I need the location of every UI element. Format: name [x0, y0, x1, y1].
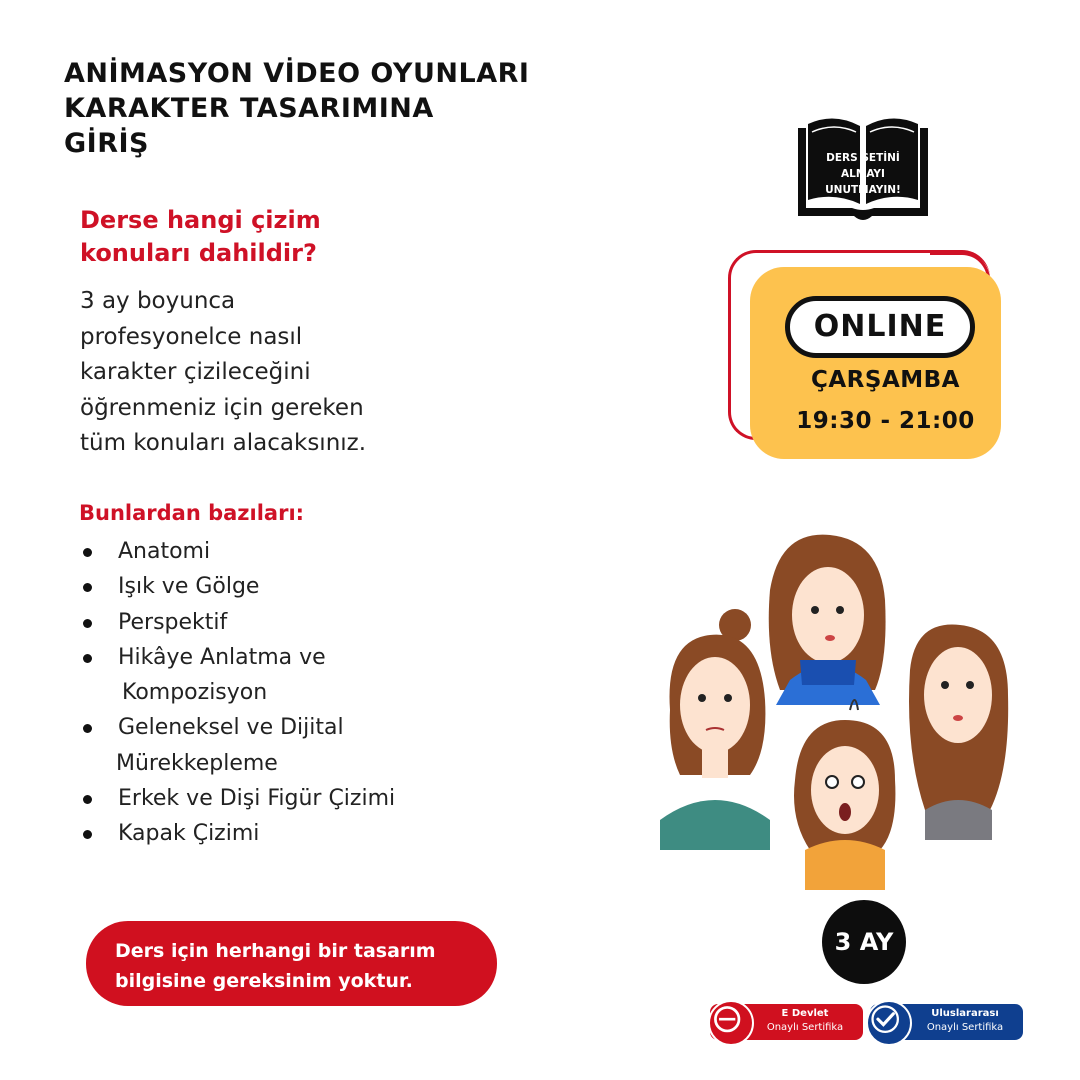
- e-devlet-logo: [708, 1000, 754, 1046]
- topics-heading: Bunlardan bazıları:: [79, 501, 305, 525]
- title-line-1: ANİMASYON VİDEO OYUNLARI: [64, 58, 530, 89]
- list-item: [80, 816, 395, 851]
- international-certificate-text: [910, 1007, 1020, 1035]
- description-line-4: öğrenmeniz için gereken: [80, 394, 364, 421]
- description-line-5: tüm konuları alacaksınız.: [80, 430, 367, 456]
- check-badge-icon: [866, 1000, 912, 1046]
- note-line-2: bilgisine gereksinim yoktur.: [115, 970, 413, 992]
- bullet-icon: [83, 654, 92, 663]
- topic-label: Perspektif: [118, 609, 228, 635]
- topic-label: Hikâye Anlatma ve: [118, 644, 326, 670]
- list-item-continuation: [80, 675, 395, 710]
- list-item: [80, 569, 395, 604]
- duration-badge: 3 AY: [822, 900, 906, 984]
- prerequisite-note: [86, 921, 497, 1006]
- e-devlet-certificate-text: [750, 1007, 860, 1035]
- book-line-1: DERS SETİNİ: [826, 152, 900, 164]
- topic-label: Erkek ve Dişi Figür Çizimi: [118, 786, 396, 812]
- topic-label: Kapak Çizimi: [118, 821, 260, 847]
- topic-label: Işık ve Gölge: [118, 574, 260, 600]
- title-line-2: KARAKTER TASARIMINA: [64, 93, 434, 124]
- certificate-title: Uluslararası: [931, 1008, 999, 1019]
- bullet-icon: [83, 548, 92, 557]
- note-line-1: Ders için herhangi bir tasarım: [115, 940, 436, 962]
- title-line-3: GİRİŞ: [64, 128, 149, 159]
- question-line-2: konuları dahildir?: [80, 239, 317, 267]
- character-sketches-illustration: [640, 520, 1040, 900]
- character-head-left: [660, 609, 770, 850]
- checkmark-icon: [868, 1002, 906, 1040]
- book-line-3: UNUTMAYIN!: [825, 184, 901, 196]
- character-head-right: [909, 625, 1008, 840]
- list-item: [80, 640, 395, 675]
- bullet-icon: [83, 830, 92, 839]
- e-devlet-logo-mark: [710, 1002, 748, 1040]
- bullet-icon: [83, 795, 92, 804]
- book-badge-text: [806, 150, 920, 198]
- description-line-2: profesyonelce nasıl: [80, 323, 303, 350]
- description-line-3: karakter çizileceğini: [80, 359, 311, 385]
- topic-label: Mürekkepleme: [116, 750, 278, 776]
- topics-question: [80, 204, 321, 270]
- list-item: [80, 781, 395, 816]
- topic-label: Kompozisyon: [122, 680, 268, 706]
- topics-list: [80, 534, 395, 852]
- question-line-1: Derse hangi çizim: [80, 206, 321, 234]
- bullet-icon: [83, 619, 92, 628]
- certificate-title: E Devlet: [781, 1008, 829, 1019]
- description-line-1: 3 ay boyunca: [80, 288, 236, 314]
- online-badge: ONLINE: [785, 296, 975, 358]
- course-description: [80, 284, 366, 462]
- page-title: [64, 56, 624, 161]
- bullet-icon: [83, 583, 92, 592]
- list-item: [80, 710, 395, 745]
- bullet-icon: [83, 724, 92, 733]
- character-head-top: [769, 535, 886, 705]
- character-head-bottom: [794, 700, 895, 890]
- list-item-continuation: [80, 746, 395, 781]
- list-item: [80, 534, 395, 569]
- certificate-subtitle: Onaylı Sertifika: [766, 1022, 844, 1033]
- schedule-time: 19:30 - 21:00: [796, 408, 975, 434]
- topic-label: Anatomi: [118, 539, 211, 564]
- certificate-subtitle: Onaylı Sertifika: [926, 1022, 1004, 1033]
- book-line-2: ALMAYI: [841, 168, 885, 180]
- list-item: [80, 605, 395, 640]
- schedule-day: ÇARŞAMBA: [811, 367, 960, 393]
- topic-label: Geleneksel ve Dijital: [118, 715, 344, 741]
